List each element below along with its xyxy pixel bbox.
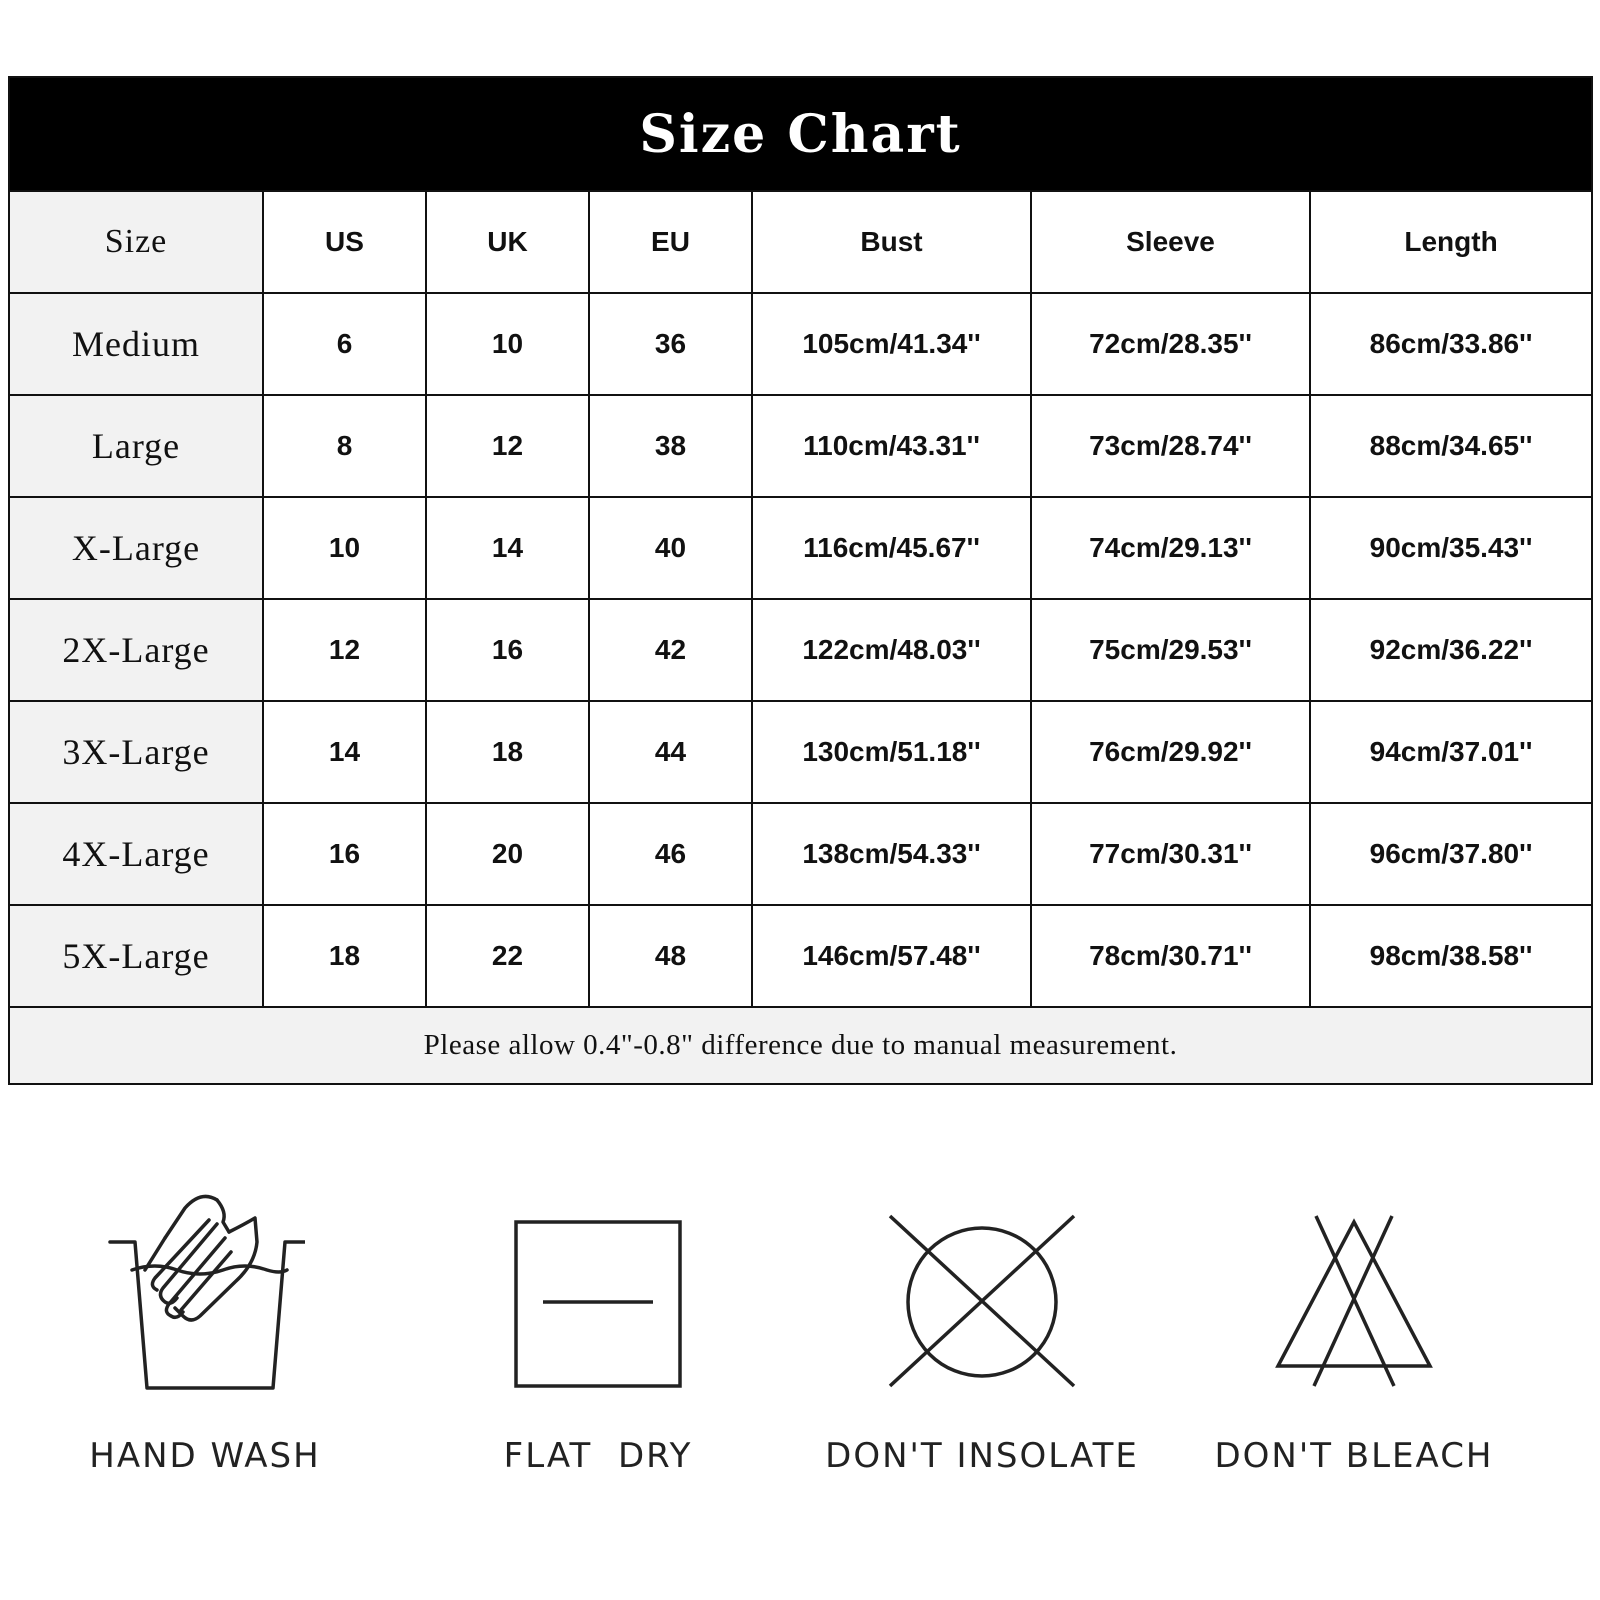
size-cell: 2X-Large	[9, 599, 263, 701]
uk-cell: 22	[426, 905, 589, 1007]
table-row	[9, 701, 1592, 803]
column-header-us: US	[263, 191, 426, 293]
length-cell: 86cm/33.86''	[1310, 293, 1592, 395]
column-header-eu: EU	[589, 191, 752, 293]
length-cell: 96cm/37.80''	[1310, 803, 1592, 905]
uk-cell: 16	[426, 599, 589, 701]
dont-bleach-icon	[1254, 1190, 1454, 1390]
size-cell: 5X-Large	[9, 905, 263, 1007]
column-header-sleeve: Sleeve	[1031, 191, 1310, 293]
us-cell: 6	[263, 293, 426, 395]
eu-cell: 44	[589, 701, 752, 803]
eu-cell: 36	[589, 293, 752, 395]
table-row	[9, 497, 1592, 599]
size-cell: Medium	[9, 293, 263, 395]
care-label-hand-wash: HAND WASH	[89, 1436, 321, 1476]
dont-insolate-icon	[882, 1190, 1082, 1390]
eu-cell: 40	[589, 497, 752, 599]
us-cell: 8	[263, 395, 426, 497]
column-header-bust: Bust	[752, 191, 1031, 293]
uk-cell: 14	[426, 497, 589, 599]
uk-cell: 10	[426, 293, 589, 395]
eu-cell: 42	[589, 599, 752, 701]
size-cell: X-Large	[9, 497, 263, 599]
size-cell: Large	[9, 395, 263, 497]
size-chart-title: Size Chart	[9, 77, 1592, 191]
us-cell: 18	[263, 905, 426, 1007]
measurement-note: Please allow 0.4"-0.8" difference due to manual measurement.	[9, 1007, 1592, 1084]
bust-cell: 146cm/57.48''	[752, 905, 1031, 1007]
care-hand-wash	[35, 1190, 375, 1476]
us-cell: 16	[263, 803, 426, 905]
length-cell: 90cm/35.43''	[1310, 497, 1592, 599]
us-cell: 10	[263, 497, 426, 599]
bust-cell: 130cm/51.18''	[752, 701, 1031, 803]
care-flat-dry	[428, 1190, 768, 1476]
care-label-dont-insolate: DON'T INSOLATE	[825, 1436, 1139, 1476]
column-header-size: Size	[9, 191, 263, 293]
care-label-dont-bleach: DON'T BLEACH	[1214, 1436, 1494, 1476]
table-row	[9, 293, 1592, 395]
length-cell: 88cm/34.65''	[1310, 395, 1592, 497]
eu-cell: 46	[589, 803, 752, 905]
uk-cell: 12	[426, 395, 589, 497]
length-cell: 98cm/38.58''	[1310, 905, 1592, 1007]
bust-cell: 110cm/43.31''	[752, 395, 1031, 497]
bust-cell: 116cm/45.67''	[752, 497, 1031, 599]
column-header-length: Length	[1310, 191, 1592, 293]
table-row	[9, 905, 1592, 1007]
sleeve-cell: 73cm/28.74''	[1031, 395, 1310, 497]
size-cell: 4X-Large	[9, 803, 263, 905]
care-instructions	[0, 1190, 1600, 1510]
care-label-flat-dry: FLAT DRY	[503, 1436, 693, 1476]
sleeve-cell: 76cm/29.92''	[1031, 701, 1310, 803]
size-chart-table	[8, 76, 1593, 1085]
bust-cell: 122cm/48.03''	[752, 599, 1031, 701]
sleeve-cell: 77cm/30.31''	[1031, 803, 1310, 905]
sleeve-cell: 75cm/29.53''	[1031, 599, 1310, 701]
us-cell: 12	[263, 599, 426, 701]
header-row	[9, 191, 1592, 293]
us-cell: 14	[263, 701, 426, 803]
care-dont-insolate	[812, 1190, 1152, 1476]
table-row	[9, 599, 1592, 701]
sleeve-cell: 74cm/29.13''	[1031, 497, 1310, 599]
bust-cell: 138cm/54.33''	[752, 803, 1031, 905]
column-header-uk: UK	[426, 191, 589, 293]
table-row	[9, 803, 1592, 905]
flat-dry-icon	[498, 1190, 698, 1390]
eu-cell: 38	[589, 395, 752, 497]
uk-cell: 20	[426, 803, 589, 905]
bust-cell: 105cm/41.34''	[752, 293, 1031, 395]
uk-cell: 18	[426, 701, 589, 803]
care-dont-bleach	[1184, 1190, 1524, 1476]
sleeve-cell: 78cm/30.71''	[1031, 905, 1310, 1007]
sleeve-cell: 72cm/28.35''	[1031, 293, 1310, 395]
table-row	[9, 395, 1592, 497]
hand-wash-icon	[105, 1190, 305, 1390]
size-cell: 3X-Large	[9, 701, 263, 803]
length-cell: 94cm/37.01''	[1310, 701, 1592, 803]
length-cell: 92cm/36.22''	[1310, 599, 1592, 701]
eu-cell: 48	[589, 905, 752, 1007]
